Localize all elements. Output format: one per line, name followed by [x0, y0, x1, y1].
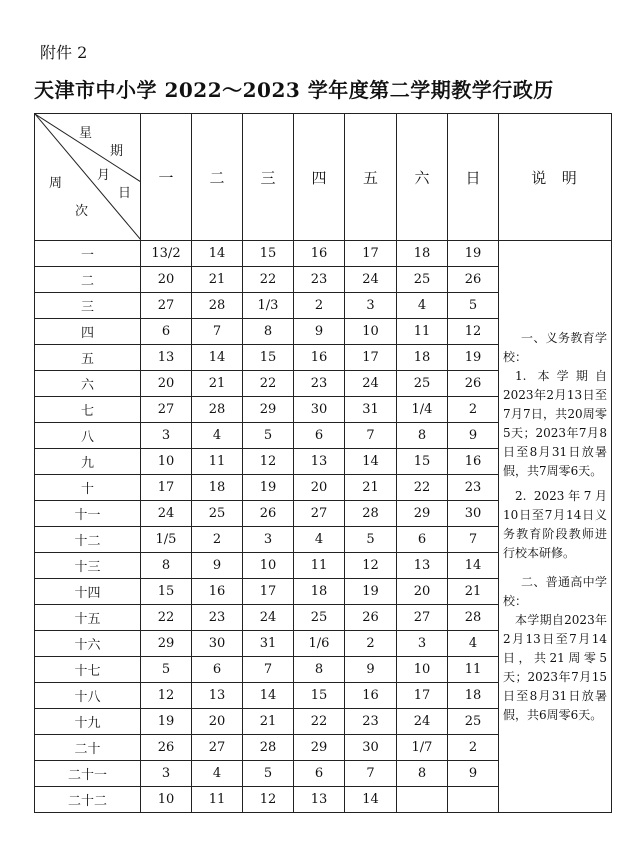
date-cell: 28: [345, 501, 397, 527]
date-cell: 6: [141, 319, 192, 345]
date-cell: 27: [192, 735, 243, 761]
date-cell: 30: [448, 501, 499, 527]
date-cell: 4: [397, 293, 448, 319]
week-number: 八: [35, 423, 141, 449]
date-cell: 18: [397, 345, 448, 371]
date-cell: 7: [192, 319, 243, 345]
date-cell: 26: [448, 267, 499, 293]
date-cell: 14: [345, 449, 397, 475]
date-cell: 19: [345, 579, 397, 605]
date-cell: [397, 787, 448, 813]
date-cell: 4: [294, 527, 345, 553]
week-number: 二: [35, 267, 141, 293]
date-cell: 12: [345, 553, 397, 579]
date-cell: 8: [294, 657, 345, 683]
date-cell: 5: [243, 761, 294, 787]
date-cell: 19: [448, 241, 499, 267]
date-cell: 21: [243, 709, 294, 735]
date-cell: 1/4: [397, 397, 448, 423]
date-cell: 11: [294, 553, 345, 579]
date-cell: 24: [345, 371, 397, 397]
date-cell: 27: [141, 397, 192, 423]
date-cell: 11: [192, 787, 243, 813]
date-cell: 1/6: [294, 631, 345, 657]
date-cell: 30: [345, 735, 397, 761]
date-cell: 23: [345, 709, 397, 735]
date-cell: 1/3: [243, 293, 294, 319]
date-cell: 20: [141, 267, 192, 293]
document-title: 天津市中小学 2022～2023 学年度第二学期教学行政历: [34, 78, 554, 102]
date-cell: 17: [243, 579, 294, 605]
date-cell: 14: [243, 683, 294, 709]
corner-yue: 月: [97, 168, 111, 183]
date-cell: 6: [192, 657, 243, 683]
date-cell: 16: [345, 683, 397, 709]
week-number: 三: [35, 293, 141, 319]
date-cell: 12: [243, 787, 294, 813]
week-number: 十五: [35, 605, 141, 631]
date-cell: 18: [192, 475, 243, 501]
note-paragraph: 二、普通高中学校：: [503, 574, 607, 608]
date-cell: 7: [345, 761, 397, 787]
day-header: 一: [141, 114, 192, 241]
date-cell: 5: [243, 423, 294, 449]
date-cell: 1/7: [397, 735, 448, 761]
attachment-label: 附件 2: [40, 43, 88, 62]
note-header: 说 明: [499, 114, 612, 241]
date-cell: 26: [345, 605, 397, 631]
date-cell: 13: [294, 787, 345, 813]
date-cell: 11: [448, 657, 499, 683]
date-cell: 7: [448, 527, 499, 553]
date-cell: 2: [448, 397, 499, 423]
date-cell: 31: [345, 397, 397, 423]
date-cell: 23: [448, 475, 499, 501]
week-number: 十: [35, 475, 141, 501]
day-header: 三: [243, 114, 294, 241]
date-cell: 10: [243, 553, 294, 579]
date-cell: 18: [294, 579, 345, 605]
date-cell: 8: [397, 423, 448, 449]
date-cell: 7: [243, 657, 294, 683]
week-number: 二十一: [35, 761, 141, 787]
date-cell: 24: [141, 501, 192, 527]
date-cell: 9: [448, 761, 499, 787]
date-cell: 15: [243, 241, 294, 267]
date-cell: 17: [345, 241, 397, 267]
date-cell: 20: [141, 371, 192, 397]
week-number: 五: [35, 345, 141, 371]
date-cell: 9: [294, 319, 345, 345]
date-cell: 25: [192, 501, 243, 527]
date-cell: 20: [192, 709, 243, 735]
date-cell: 20: [397, 579, 448, 605]
corner-ci: 次: [75, 204, 89, 219]
date-cell: 2: [448, 735, 499, 761]
date-cell: 10: [397, 657, 448, 683]
date-cell: 6: [294, 761, 345, 787]
date-cell: 18: [448, 683, 499, 709]
week-number: 四: [35, 319, 141, 345]
date-cell: 14: [192, 345, 243, 371]
date-cell: 28: [192, 397, 243, 423]
date-cell: [448, 787, 499, 813]
date-cell: 27: [397, 605, 448, 631]
corner-cell: [35, 114, 141, 241]
week-number: 十八: [35, 683, 141, 709]
date-cell: 13/2: [141, 241, 192, 267]
date-cell: 19: [141, 709, 192, 735]
week-number: 七: [35, 397, 141, 423]
date-cell: 15: [243, 345, 294, 371]
date-cell: 13: [294, 449, 345, 475]
date-cell: 16: [448, 449, 499, 475]
date-cell: 27: [141, 293, 192, 319]
date-cell: 2: [192, 527, 243, 553]
date-cell: 15: [397, 449, 448, 475]
date-cell: 29: [243, 397, 294, 423]
date-cell: 14: [448, 553, 499, 579]
week-number: 二十二: [35, 787, 141, 813]
week-number: 一: [35, 241, 141, 267]
week-number: 十一: [35, 501, 141, 527]
week-number: 十二: [35, 527, 141, 553]
date-cell: 4: [192, 423, 243, 449]
date-cell: 24: [345, 267, 397, 293]
date-cell: 17: [397, 683, 448, 709]
date-cell: 8: [397, 761, 448, 787]
date-cell: 23: [192, 605, 243, 631]
date-cell: 9: [192, 553, 243, 579]
date-cell: 3: [141, 423, 192, 449]
note-paragraph: 本学期自2023年2月13日至7月14日，共21周零5天；2023年7月15日至8月31日放暑假，共6周零6天。: [503, 612, 607, 722]
week-number: 十三: [35, 553, 141, 579]
date-cell: 10: [141, 787, 192, 813]
date-cell: 29: [141, 631, 192, 657]
date-cell: 21: [345, 475, 397, 501]
date-cell: 5: [141, 657, 192, 683]
notes-cell: [499, 241, 612, 813]
week-number: 十九: [35, 709, 141, 735]
date-cell: 4: [448, 631, 499, 657]
date-cell: 15: [294, 683, 345, 709]
date-cell: 17: [141, 475, 192, 501]
date-cell: 12: [243, 449, 294, 475]
date-cell: 14: [192, 241, 243, 267]
date-cell: 2: [294, 293, 345, 319]
date-cell: 14: [345, 787, 397, 813]
date-cell: 2: [345, 631, 397, 657]
date-cell: 23: [294, 371, 345, 397]
date-cell: 9: [345, 657, 397, 683]
date-cell: 30: [192, 631, 243, 657]
date-cell: 7: [345, 423, 397, 449]
date-cell: 30: [294, 397, 345, 423]
date-cell: 13: [192, 683, 243, 709]
date-cell: 25: [397, 371, 448, 397]
day-header: 二: [192, 114, 243, 241]
date-cell: 3: [243, 527, 294, 553]
date-cell: 22: [397, 475, 448, 501]
calendar-table: [34, 113, 612, 813]
date-cell: 28: [448, 605, 499, 631]
corner-zhou: 周: [49, 176, 63, 191]
date-cell: 28: [243, 735, 294, 761]
date-cell: 19: [448, 345, 499, 371]
date-cell: 8: [141, 553, 192, 579]
date-cell: 21: [448, 579, 499, 605]
date-cell: 4: [192, 761, 243, 787]
date-cell: 28: [192, 293, 243, 319]
date-cell: 1/5: [141, 527, 192, 553]
date-cell: 22: [141, 605, 192, 631]
date-cell: 26: [141, 735, 192, 761]
date-cell: 15: [141, 579, 192, 605]
day-header: 四: [294, 114, 345, 241]
date-cell: 16: [294, 345, 345, 371]
day-header: 五: [345, 114, 397, 241]
date-cell: 12: [448, 319, 499, 345]
date-cell: 13: [141, 345, 192, 371]
header-row: [35, 114, 612, 241]
date-cell: 11: [397, 319, 448, 345]
date-cell: 3: [397, 631, 448, 657]
date-cell: 25: [294, 605, 345, 631]
week-number: 十四: [35, 579, 141, 605]
date-cell: 25: [448, 709, 499, 735]
week-number: 二十: [35, 735, 141, 761]
date-cell: 23: [294, 267, 345, 293]
date-cell: 12: [141, 683, 192, 709]
date-cell: 10: [345, 319, 397, 345]
date-cell: 22: [294, 709, 345, 735]
date-cell: 22: [243, 267, 294, 293]
date-cell: 18: [397, 241, 448, 267]
note-paragraph: 一、义务教育学校：: [503, 330, 607, 364]
date-cell: 11: [192, 449, 243, 475]
date-cell: 9: [448, 423, 499, 449]
date-cell: 24: [243, 605, 294, 631]
date-cell: 13: [397, 553, 448, 579]
week-number: 九: [35, 449, 141, 475]
date-cell: 29: [397, 501, 448, 527]
corner-xing: 星: [79, 126, 93, 141]
date-cell: 3: [141, 761, 192, 787]
date-cell: 16: [294, 241, 345, 267]
date-cell: 5: [448, 293, 499, 319]
date-cell: 26: [243, 501, 294, 527]
table-row: [35, 241, 612, 267]
date-cell: 21: [192, 371, 243, 397]
date-cell: 10: [141, 449, 192, 475]
corner-ri: 日: [118, 186, 132, 201]
date-cell: 16: [192, 579, 243, 605]
note-paragraph: 1. 本学期自2023年2月13日至7月7日，共20周零5天；2023年7月8日至8月31日放暑假，共7周零6天。: [503, 368, 607, 478]
date-cell: 6: [397, 527, 448, 553]
date-cell: 24: [397, 709, 448, 735]
date-cell: 19: [243, 475, 294, 501]
date-cell: 17: [345, 345, 397, 371]
date-cell: 25: [397, 267, 448, 293]
note-paragraph: 2. 2023年7月10日至7月14日义务教育阶段教师进行校本研修。: [503, 488, 607, 560]
date-cell: 21: [192, 267, 243, 293]
date-cell: 6: [294, 423, 345, 449]
corner-qi: 期: [110, 144, 124, 159]
date-cell: 26: [448, 371, 499, 397]
week-number: 十六: [35, 631, 141, 657]
date-cell: 31: [243, 631, 294, 657]
date-cell: 27: [294, 501, 345, 527]
week-number: 六: [35, 371, 141, 397]
date-cell: 22: [243, 371, 294, 397]
date-cell: 29: [294, 735, 345, 761]
day-header: 六: [397, 114, 448, 241]
date-cell: 8: [243, 319, 294, 345]
date-cell: 20: [294, 475, 345, 501]
date-cell: 3: [345, 293, 397, 319]
day-header: 日: [448, 114, 499, 241]
date-cell: 5: [345, 527, 397, 553]
week-number: 十七: [35, 657, 141, 683]
